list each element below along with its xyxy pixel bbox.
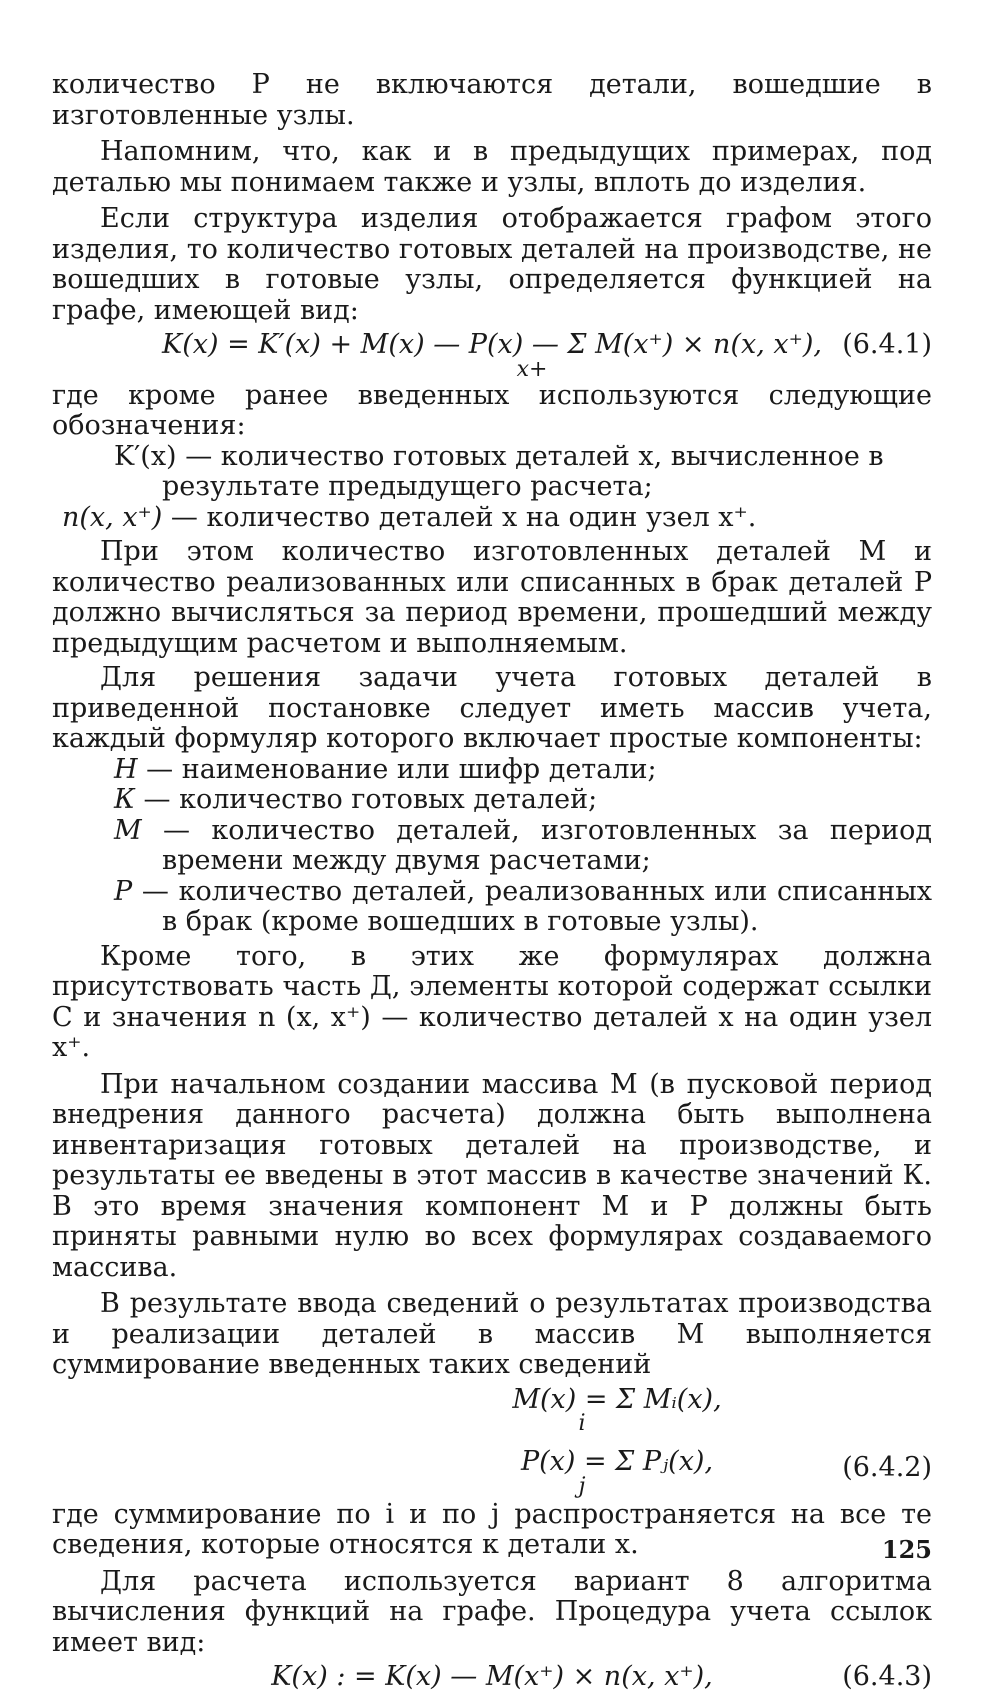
component-term: Р: [114, 875, 133, 907]
page-number: 125: [881, 1535, 932, 1564]
component-item: [52, 785, 932, 816]
notation-term: K′(x): [114, 440, 177, 472]
component-item: [52, 816, 932, 877]
component-item: [52, 755, 932, 786]
paragraph: Кроме того, в этих же формулярах должна присутствовать часть Д, элементы которой содержат ссылки С и значения n (x, x⁺) — количество деталей x на один узел x⁺.: [52, 940, 932, 1063]
equation-subscript: j: [578, 1473, 586, 1499]
paragraph: Напомним, что, как и в предыдущих примерах, под деталью мы понимаем также и узлы, вплоть до изделия.: [52, 136, 932, 198]
paragraph: При этом количество изготовленных деталей М и количество реализованных или списанных в брак деталей Р должно вычисляться за период времени, прошедший между предыдущим расчетом и выполняемым.: [52, 536, 932, 659]
equation-number: (6.4.2): [842, 1451, 932, 1483]
paragraph: При начальном создании массива М (в пусковой период внедрения данного расчета) должна быть выполнена инвентаризация готовых деталей на производстве, и результаты ее введены в этот массив в качестве значений К. В это время значения компонент М и Р должны быть приняты равными нулю во всех формулярах создаваемого массива.: [52, 1068, 932, 1283]
component-term: Н: [114, 753, 138, 785]
notation-item: [52, 442, 932, 503]
paragraph: где кроме ранее введенных используются следующие обозначения:: [52, 379, 932, 441]
equation-6-4-2: [52, 1383, 932, 1499]
equation-body: P(x) = Σ Pⱼ(x),: [520, 1446, 714, 1477]
notation-desc: — количество деталей x на один узел x⁺.: [162, 501, 757, 533]
paragraph: количество Р не включаются детали, вошедшие в изготовленные узлы.: [52, 69, 932, 131]
component-desc: — количество готовых деталей;: [134, 784, 598, 815]
paragraph: где суммирование по i и по j распространяется на все те сведения, которые относятся к детали x.: [52, 1498, 932, 1560]
equation-subscript: i: [578, 1411, 586, 1436]
component-desc: — количество деталей, изготовленных за период времени между двумя расчетами;: [141, 814, 932, 876]
page-body: [52, 70, 932, 1695]
equation-6-4-3: [52, 1662, 932, 1693]
equation-subscript: x+: [516, 356, 548, 382]
paragraph: Для решения задачи учета готовых деталей в приведенной постановке следует иметь массив учета, каждый формуляр которого включает простые компоненты:: [52, 662, 932, 754]
paragraph: Для расчета используется вариант 8 алгоритма вычисления функций на графе. Процедура учета ссылок имеет вид:: [52, 1565, 932, 1658]
component-term: М: [114, 814, 142, 846]
equation-body: K(x) = K′(x) + M(x) — P(x) — Σ M(x⁺) × n(x, x⁺),: [162, 329, 822, 360]
equation-body: M(x) = Σ Mᵢ(x),: [512, 1383, 722, 1415]
component-item: [52, 877, 932, 938]
equation-body: K(x) : = K(x) — M(x⁺) × n(x, x⁺),: [271, 1661, 713, 1692]
notation-term: n(x, x⁺): [62, 501, 163, 533]
notation-item: [52, 503, 932, 534]
paragraph: В результате ввода сведений о результатах производства и реализации деталей в массив М выполняется суммирование введенных таких сведений: [52, 1288, 932, 1380]
equation-6-4-1: [52, 330, 932, 361]
equation-number: (6.4.1): [842, 329, 932, 360]
notation-desc: — количество готовых деталей x, вычисленное в результате предыдущего расчета;: [162, 440, 884, 502]
component-term: К: [114, 784, 135, 815]
paragraph: Если структура изделия отображается графом этого изделия, то количество готовых деталей на производстве, не вошедших в готовые узлы, определяется функцией на графе, имеющей вид:: [52, 203, 932, 326]
equation-number: (6.4.3): [842, 1661, 932, 1692]
component-desc: — количество деталей, реализованных или списанных в брак (кроме вошедших в готовые узлы).: [132, 875, 932, 937]
component-desc: — наименование или шифр детали;: [137, 753, 657, 785]
